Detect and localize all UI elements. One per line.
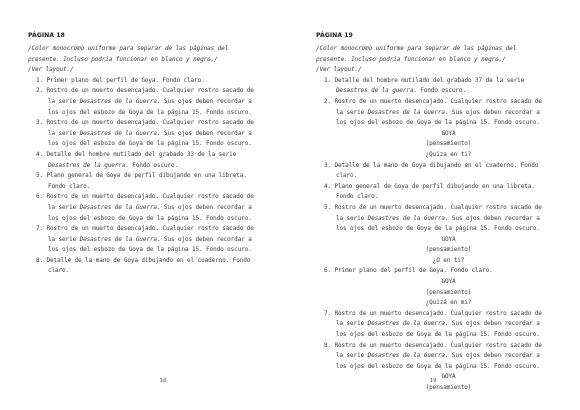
- panel-item-2-cont: los ojos del esbozo de Goya de la página 15. Fondo oscuro.: [48, 108, 252, 116]
- panel-item-8-cont: claro.: [48, 267, 70, 275]
- panel-item-5-cont: la serie Desastres de la Guerra. Sus ojos deben recordar a: [336, 214, 540, 222]
- panel-item-3-cont: la serie Desastres de la Guerra. Sus ojos deben recordar a: [48, 129, 252, 137]
- panel-item-1: 1. Primer plano del perfil de Goya. Fondo claro.: [36, 76, 205, 84]
- panel-item-1-cont: Desastres de la guerra. Fondo oscuro.: [336, 87, 466, 95]
- panel-item-1: 1. Detalle del hombre mutilado del grabado 37 de la serie: [324, 76, 525, 84]
- panel-item-6: 6. Rostro de un muerto desencajado. Cualquier rostro sacado de: [36, 193, 254, 201]
- page-number: 18: [159, 378, 167, 384]
- note-line: /Color monocromo uniforme para separar de las páginas del: [316, 45, 517, 52]
- panel-item-8-cont: los ojos del esbozo de Goya de la página 15. Fondo oscuro.: [336, 362, 540, 370]
- left-page: [28, 0, 298, 410]
- page-body: [316, 44, 580, 394]
- page-number: 19: [429, 378, 437, 384]
- panel-item-3-cont: claro.: [336, 172, 358, 180]
- dialog-parenthetical: (pensamiento): [425, 246, 472, 254]
- dialog-line: ¿O en ti?: [432, 256, 465, 264]
- panel-item-7-cont: la serie Desastres de la Guerra. Sus ojos deben recordar a: [336, 320, 540, 328]
- note-line: presente. Incluso podría funcionar en blanco y negro./: [28, 55, 218, 63]
- panel-item-8: 8. Rostro de un muerto desencajado. Cualquier rostro sacado de: [324, 341, 542, 349]
- panel-item-4-cont: Desastres de la guerra. Fondo oscuro.: [48, 161, 178, 169]
- dialog-character: GOYA: [441, 129, 456, 137]
- panel-item-5: 5. Rostro de un muerto desencajado. Cualquier rostro sacado de: [324, 203, 542, 211]
- page-heading: PÁGINA 18: [28, 32, 65, 39]
- panel-item-7-cont: los ojos del esbozo de Goya de la página 15. Fondo oscuro.: [48, 246, 252, 254]
- note-line: presente. Incluso podría funcionar en blanco y negro./: [316, 55, 506, 63]
- dialog-parenthetical: (pensamiento): [425, 384, 472, 391]
- dialog-character: GOYA: [441, 235, 456, 243]
- panel-item-7-cont: los ojos del esbozo de Goya de la página 15. Fondo oscuro.: [336, 331, 540, 339]
- panel-item-5-cont: los ojos del esbozo de Goya de la página 15. Fondo oscuro.: [336, 225, 540, 233]
- panel-item-2: 2. Rostro de un muerto desencajado. Cualquier rostro sacado de: [36, 87, 254, 95]
- panel-item-4: 4. Plano general de Goya de perfil dibujando en una libreta.: [324, 182, 535, 190]
- panel-item-6-cont: la serie Desastres de la Guerra. Sus ojos deben recordar a: [48, 203, 252, 211]
- panel-item-3: 3. Rostro de un muerto desencajado. Cualquier rostro sacado de: [36, 119, 254, 127]
- panel-item-3: 3. Detalle de la mano de Goya dibujando en el cuaderno. Fondo: [324, 161, 539, 169]
- panel-item-4: 4. Detalle del hombre mutilado del grabado 33 de la serie: [36, 150, 237, 158]
- dialog-line: ¿Quizá en mi?: [425, 299, 472, 307]
- page-heading: PÁGINA 19: [316, 32, 353, 39]
- panel-item-8-cont: la serie Desastres de la Guerra. Sus ojos deben recordar a: [336, 352, 540, 360]
- panel-item-6: 6. Primer plano del perfil de Goya. Fondo claro.: [324, 267, 493, 275]
- page-body: [28, 44, 293, 277]
- panel-item-7: 7. Rostro de un muerto desencajado. Cualquier rostro sacado de: [36, 225, 254, 233]
- panel-item-2-cont: la serie Desastres de la Guerra. Sus ojos deben recordar a: [48, 97, 252, 105]
- dialog-line: ¿Quiza en ti?: [425, 150, 472, 158]
- right-page: [316, 0, 580, 410]
- dialog-parenthetical: (pensamiento): [425, 140, 472, 148]
- panel-item-7-cont: la serie Desastres de la Guerra. Sus ojos deben recordar a: [48, 235, 252, 243]
- panel-item-6-cont: los ojos del esbozo de Goya de la página 15. Fondo oscuro.: [48, 214, 252, 222]
- panel-item-4-cont: Fondo claro.: [336, 193, 379, 201]
- dialog-parenthetical: (pensamiento): [425, 288, 472, 296]
- note-line: /Color monocromo uniforme para separar de las páginas del: [28, 45, 229, 52]
- note-line: /Ver layout./: [28, 66, 74, 74]
- panel-item-5: 5. Plano general de Goya de perfil dibujando en una libreta.: [36, 172, 247, 180]
- panel-item-2-cont: la serie Desastres de la Guerra. Sus ojos deben recordar a: [336, 108, 540, 116]
- panel-item-2: 2. Rostro de un muerto desencajado. Cualquier rostro sacado de: [324, 97, 542, 105]
- panel-item-2-cont: los ojos del esbozo de Goya de la página 15. Fondo oscuro.: [336, 119, 540, 127]
- panel-item-8: 8. Detalle de la mano de Goya dibujando en el cuaderno. Fondo: [36, 256, 251, 264]
- panel-item-7: 7. Rostro de un muerto desencajado. Cualquier rostro sacado de: [324, 309, 542, 317]
- dialog-character: GOYA: [441, 278, 456, 286]
- panel-item-5-cont: Fondo claro.: [48, 182, 91, 190]
- panel-item-3-cont: los ojos del esbozo de Goya de la página 15. Fondo oscuro.: [48, 140, 252, 148]
- note-line: /Ver layout./: [316, 66, 362, 74]
- dialog-character: GOYA: [441, 373, 456, 381]
